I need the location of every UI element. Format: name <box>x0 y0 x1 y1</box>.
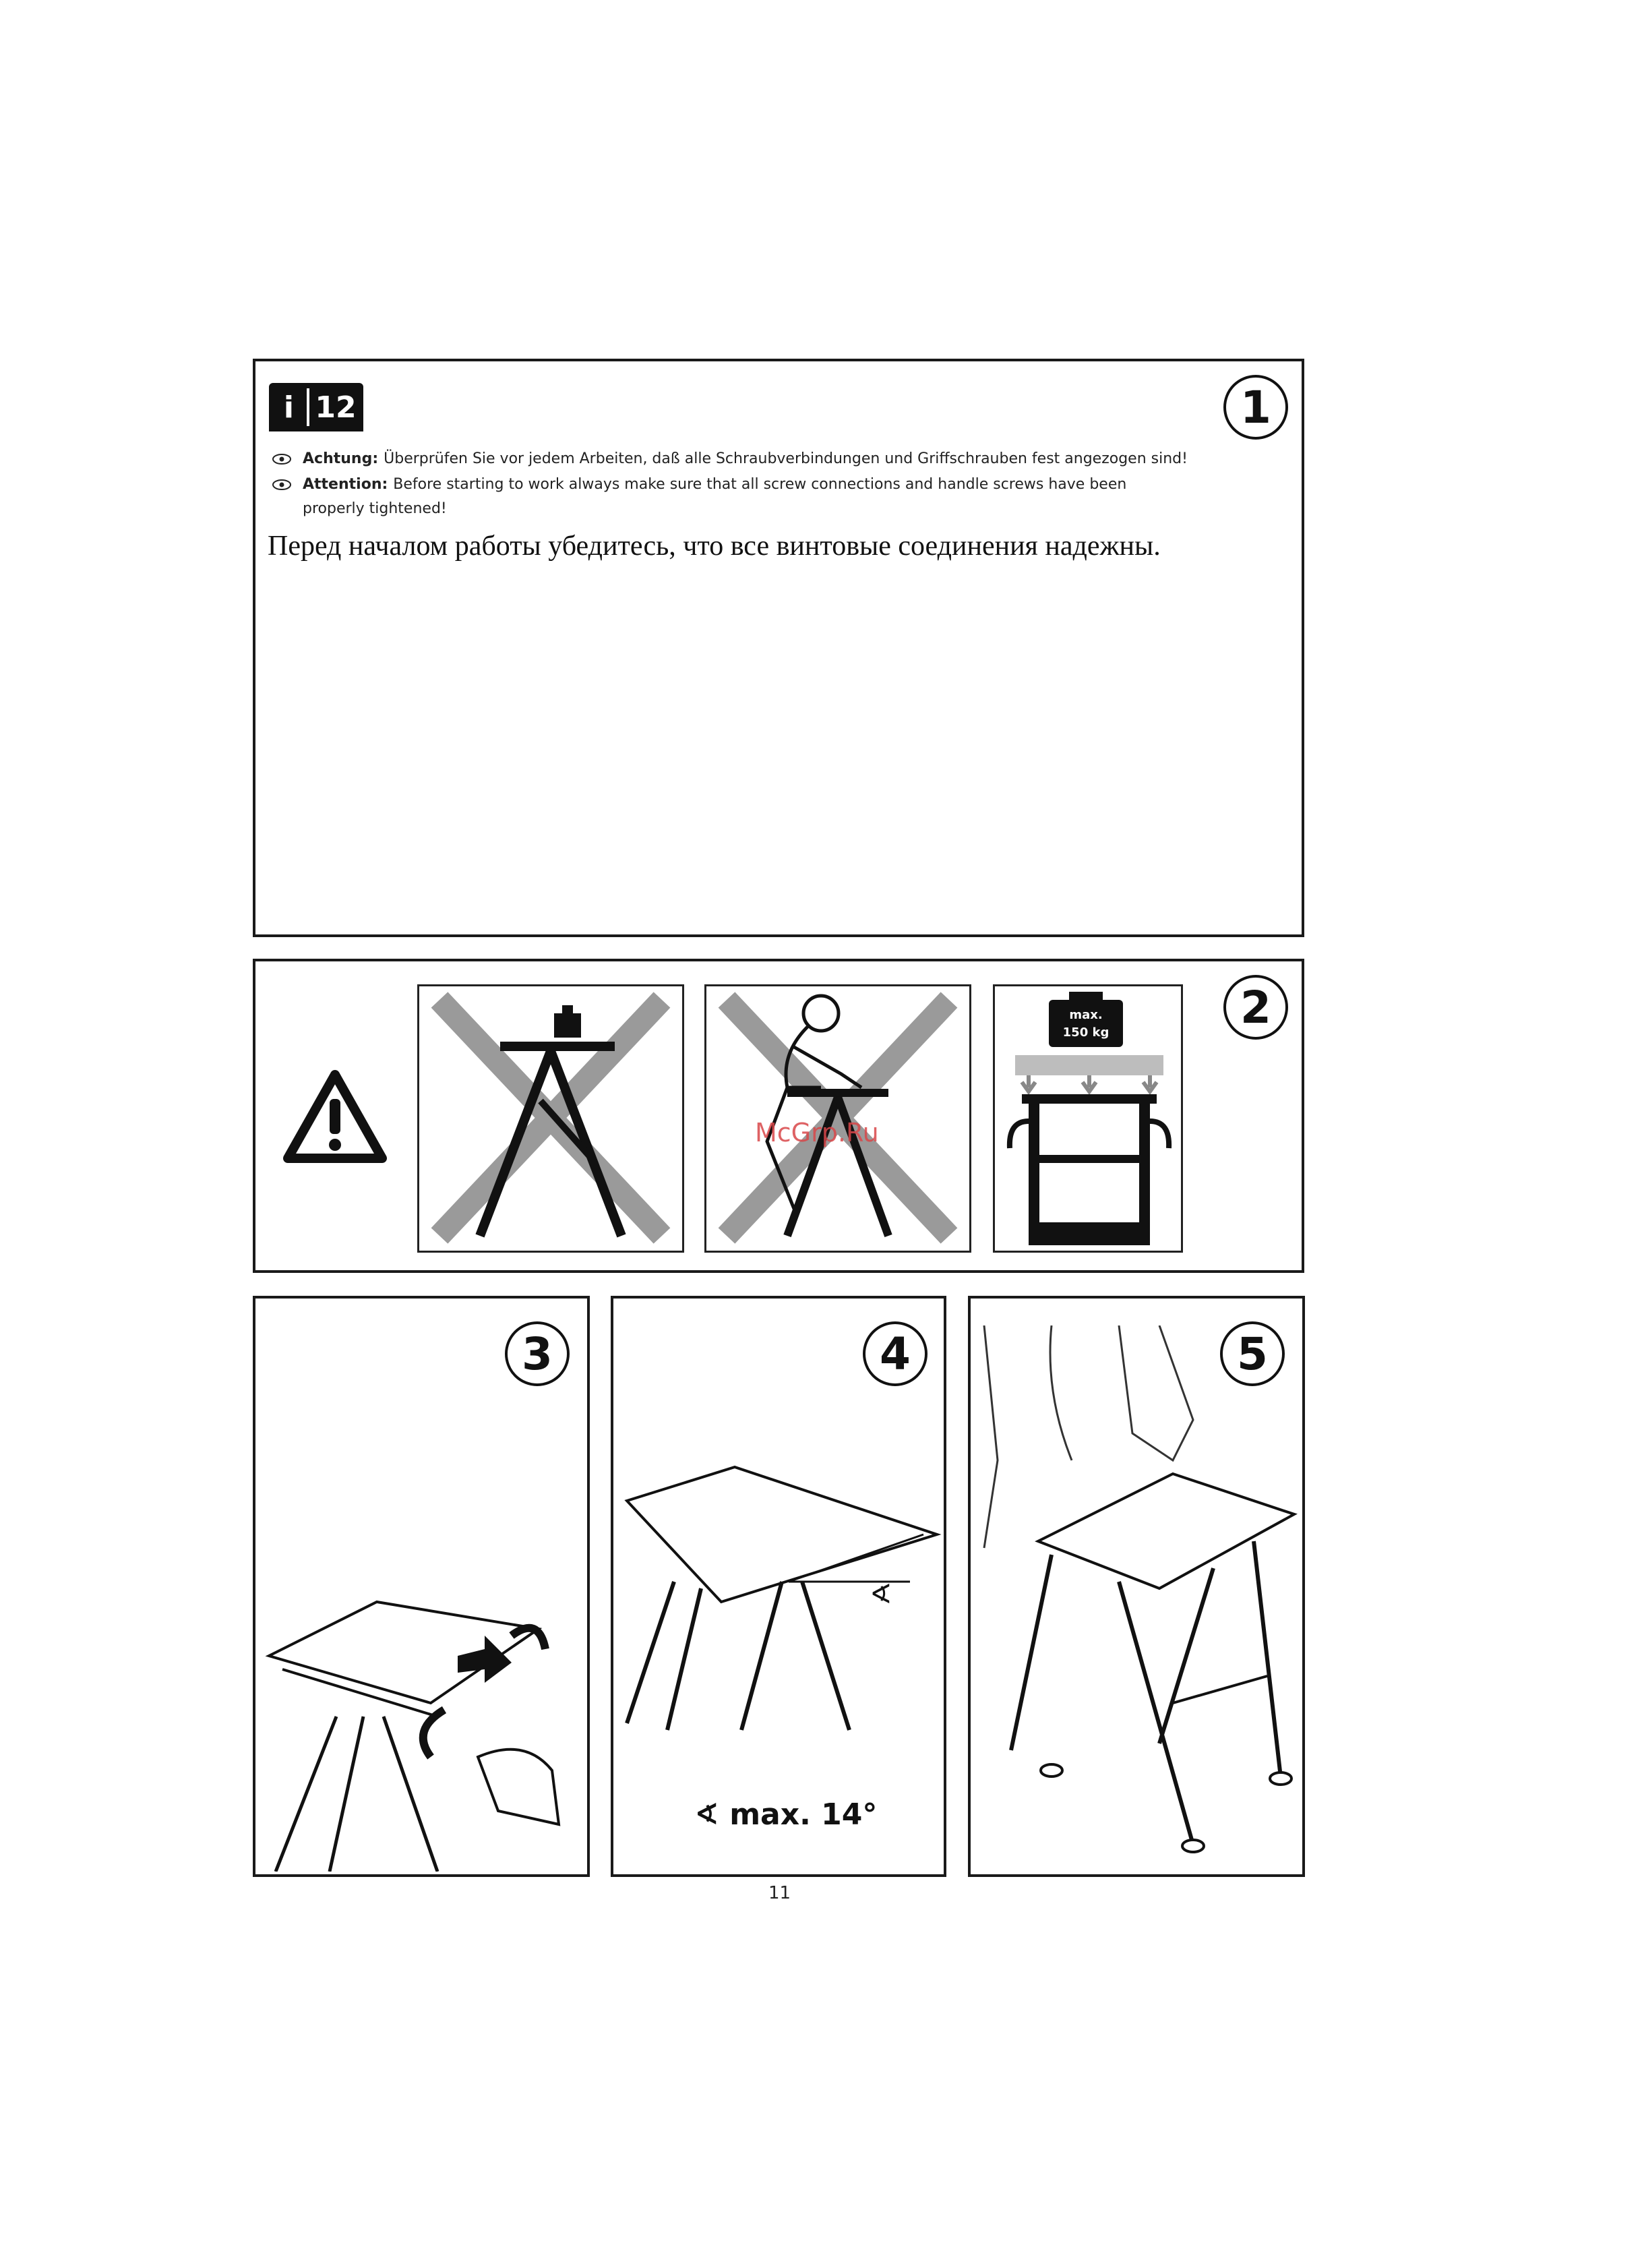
eye-icon <box>272 453 292 465</box>
german-warning <box>272 450 1188 467</box>
max-load-label-1: max. <box>1069 1008 1103 1022</box>
max-load-label-2: 150 kg <box>1062 1025 1109 1040</box>
badge-page-number: 12 <box>315 390 357 425</box>
instruction-box-4 <box>611 1296 946 1877</box>
english-warning-text-2: properly tightened! <box>303 500 447 517</box>
tilted-top-illustration <box>613 1447 944 1743</box>
watermark-text: McGrp.Ru <box>755 1118 879 1147</box>
russian-warning-text: Перед началом работы убедитесь, что все винтовые соединения надежны. <box>268 531 1161 562</box>
step-number-2: 2 <box>1223 975 1288 1040</box>
max-load-illustration <box>995 986 1181 1251</box>
clamp-tightening-illustration <box>255 1433 587 1872</box>
max-angle-value: max. 14° <box>729 1797 878 1832</box>
step-number-3: 3 <box>505 1321 570 1386</box>
german-warning-text: Überprüfen Sie vor jedem Arbeiten, daß alle Schraubverbindungen und Griffschrauben fest angezogen sind! <box>384 450 1188 467</box>
badge-info-letter: i <box>283 390 294 425</box>
step-number-4: 4 <box>863 1321 928 1386</box>
english-warning-text-1: Before starting to work always make sure that all screw connections and handle screws have been <box>393 476 1127 493</box>
instruction-box-2 <box>253 959 1304 1273</box>
angle-symbol-icon: ∢ <box>870 1579 892 1610</box>
english-warning-cont <box>303 500 447 517</box>
max-load-panel <box>993 984 1183 1253</box>
info-book-icon <box>269 383 363 431</box>
angle-symbol-text: ∢ <box>694 1797 719 1832</box>
english-warning <box>272 476 1126 493</box>
instruction-box-5 <box>968 1296 1305 1877</box>
instruction-box-1 <box>253 359 1304 937</box>
warning-triangle-icon <box>282 1069 388 1164</box>
german-warning-label: Achtung: <box>303 450 379 467</box>
warning-panel-overload-edge <box>417 984 684 1253</box>
english-warning-label: Attention: <box>303 476 388 493</box>
max-angle-caption <box>694 1797 877 1832</box>
step-number-5: 5 <box>1220 1321 1285 1386</box>
eye-icon <box>272 479 292 491</box>
step-number-1: 1 <box>1223 375 1288 440</box>
crossed-trestle-illustration <box>419 986 682 1251</box>
carrying-bench-illustration <box>971 1325 1302 1865</box>
page-number: 11 <box>768 1883 791 1903</box>
instruction-box-3 <box>253 1296 590 1877</box>
